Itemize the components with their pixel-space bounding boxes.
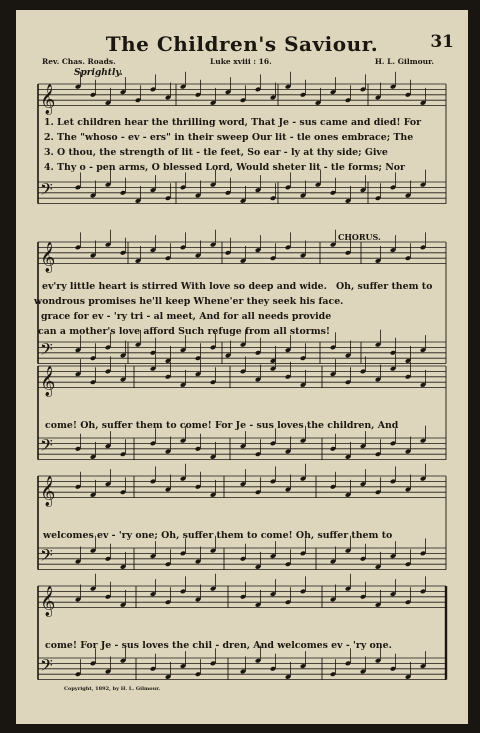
verse-line-3: 3. O thou, the strength of lit - tle feet, So ear - ly at thy side; Give <box>44 147 388 158</box>
bass-clef-icon: 𝄢 <box>40 544 53 569</box>
bass-clef-icon: 𝄢 <box>40 178 53 203</box>
chorus-label: CHORUS. <box>338 232 381 242</box>
chorus-line-1-end: Oh, suffer them to <box>336 281 433 292</box>
verse-line-4: 4. Thy o - pen arms, O blessed Lord, Would sheter lit - tle forms; Nor <box>44 162 405 173</box>
verse-line-1: 1. Let children hear the thrilling word, That Je - sus came and died! For <box>44 117 422 128</box>
tempo-marking: Sprightly. <box>74 68 123 78</box>
verse-cont-line-3: grace for ev - 'ry tri - al meet, And for all needs provide <box>41 311 332 322</box>
verse-cont-line-4: can a mother's love afford Such refuge from all storms! <box>38 326 331 337</box>
bass-clef-icon: 𝄢 <box>40 338 53 363</box>
hymn-title: The Children's Saviour. <box>105 32 379 56</box>
chorus-line-3: welcomes ev - 'ry one; Oh, suffer them to come! Oh, suffer them to <box>43 530 393 541</box>
page-number: 31 <box>430 32 454 52</box>
treble-clef-icon: 𝄞 <box>40 476 56 507</box>
treble-clef-icon: 𝄞 <box>40 586 56 617</box>
chorus-line-4: come! For Je - sus loves the chil - dren, And welcomes ev - 'ry one. <box>45 640 392 651</box>
bass-clef-icon: 𝄢 <box>40 434 53 459</box>
hymn-page <box>16 10 468 724</box>
treble-clef-icon: 𝄞 <box>40 366 56 397</box>
chorus-line-2: come! Oh, suffer them to come! For Je - sus loves the children, And <box>45 420 399 431</box>
scripture-reference: Luke xviii : 16. <box>210 57 272 66</box>
treble-clef-icon: 𝄞 <box>40 242 56 273</box>
copyright-notice: Copyright, 1892, by H. L. Gilmour. <box>64 686 161 692</box>
verse-cont-line-1: ev'ry little heart is stirred With love so deep and wide. <box>42 281 327 292</box>
bass-clef-icon: 𝄢 <box>40 654 53 679</box>
lyricist-credit: Rev. Chas. Roads. <box>42 57 116 66</box>
treble-clef-icon: 𝄞 <box>40 84 56 115</box>
verse-cont-line-2: wondrous promises he'll keep Whene'er they seek his face. <box>34 296 344 307</box>
verse-line-2: 2. The "whoso - ev - ers" in their sweep Our lit - tle ones embrace; The <box>44 132 414 143</box>
composer-credit: H. L. Gilmour. <box>374 57 434 66</box>
